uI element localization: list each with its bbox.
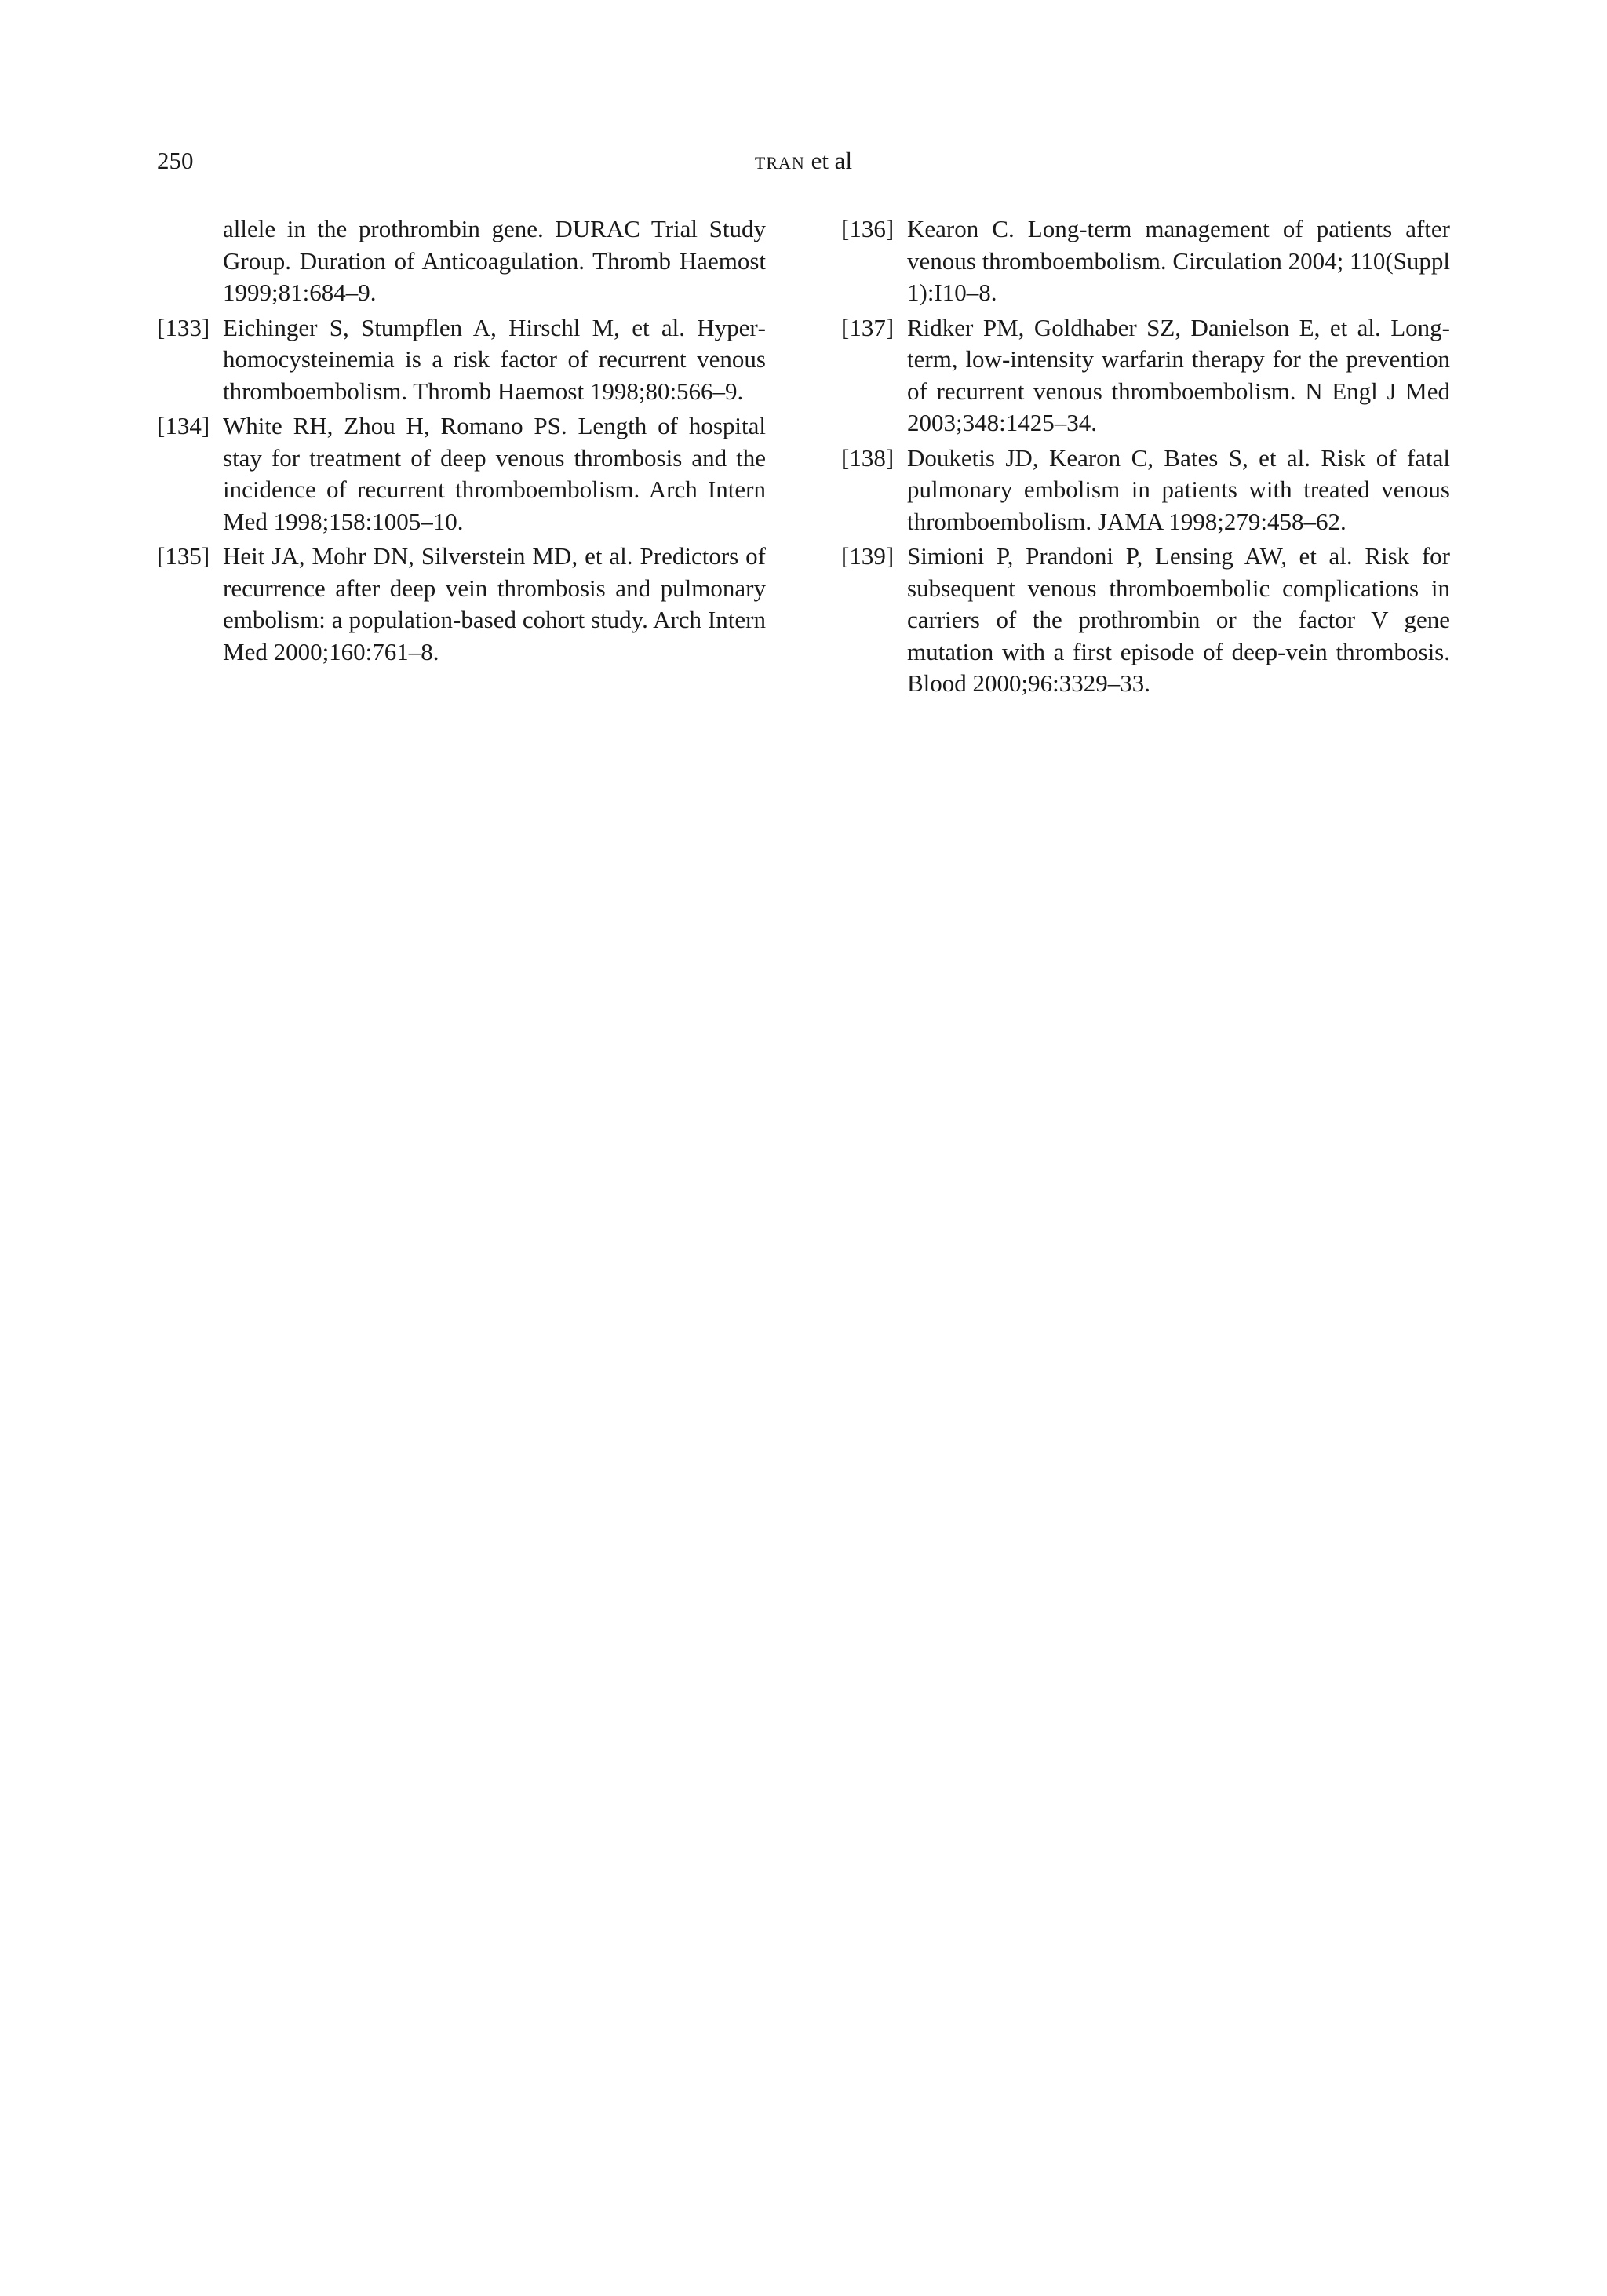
left-column — [157, 213, 766, 671]
reference-number: [134] — [157, 412, 210, 439]
reference-text: Heit JA, Mohr DN, Silverstein MD, et al. Predictors of recurrence after deep vein thrombosis and pulmonary embolism: a population-based cohort study. Arch Intern Med 2000;160:761–8. — [223, 542, 766, 665]
running-head — [157, 141, 1450, 180]
reference-number: [137] — [841, 313, 895, 341]
reference-136 — [841, 213, 1450, 309]
reference-text: Douketis JD, Kearon C, Bates S, et al. Risk of fatal pulmonary embolism in patients with treated venous thromboembolism. JAMA 1998;279:458–62. — [907, 443, 1450, 535]
reference-text: White RH, Zhou H, Romano PS. Length of hospital stay for treatment of deep venous thrombosis and the incidence of recurrent thromboembolism. Arch Intern Med 1998;158:1005–10. — [223, 412, 766, 535]
reference-135 — [157, 541, 766, 668]
reference-text: Eichinger S, Stumpflen A, Hirschl M, et al. Hyperhomocysteinemia is a risk factor of recurrent venous thromboembolism. Thromb Haemost 1998;80:566–9. — [223, 313, 766, 405]
reference-continuation-text: allele in the prothrombin gene. DURAC Trial Study Group. Duration of Anticoagulation. Thromb Haemost 1999;81:684–9. — [223, 215, 766, 306]
page-number: 250 — [157, 147, 194, 174]
reference-number: [138] — [841, 443, 895, 472]
reference-133 — [157, 312, 766, 408]
reference-text: Simioni P, Prandoni P, Lensing AW, et al. Risk for subsequent venous thromboembolic complications in carriers of the prothrombin or the factor V gene mutation with a first episode of deep-vein thrombosis. Blood 2000;96:3329–33. — [907, 542, 1450, 697]
reference-139 — [841, 541, 1450, 700]
right-column — [841, 213, 1450, 703]
reference-text: Ridker PM, Goldhaber SZ, Danielson E, et al. Long-term, low-intensity warfarin therapy for the prevention of recurrent venous thromboembolism. N Engl J Med 2003;348:1425–34. — [907, 313, 1450, 436]
reference-number: [139] — [841, 542, 895, 570]
running-head-suffix: et al — [804, 147, 853, 174]
reference-137 — [841, 312, 1450, 439]
reference-138 — [841, 443, 1450, 538]
reference-134 — [157, 410, 766, 538]
reference-continuation — [157, 213, 766, 309]
reference-number: [136] — [841, 215, 895, 242]
page-header — [157, 141, 1450, 180]
running-head-author: tran — [754, 147, 805, 174]
reference-number: [133] — [157, 313, 210, 341]
reference-text: Kearon C. Long-term management of patients after venous thromboembolism. Circulation 2004; 110(Suppl 1):I10–8. — [907, 215, 1451, 306]
reference-number: [135] — [157, 542, 210, 570]
